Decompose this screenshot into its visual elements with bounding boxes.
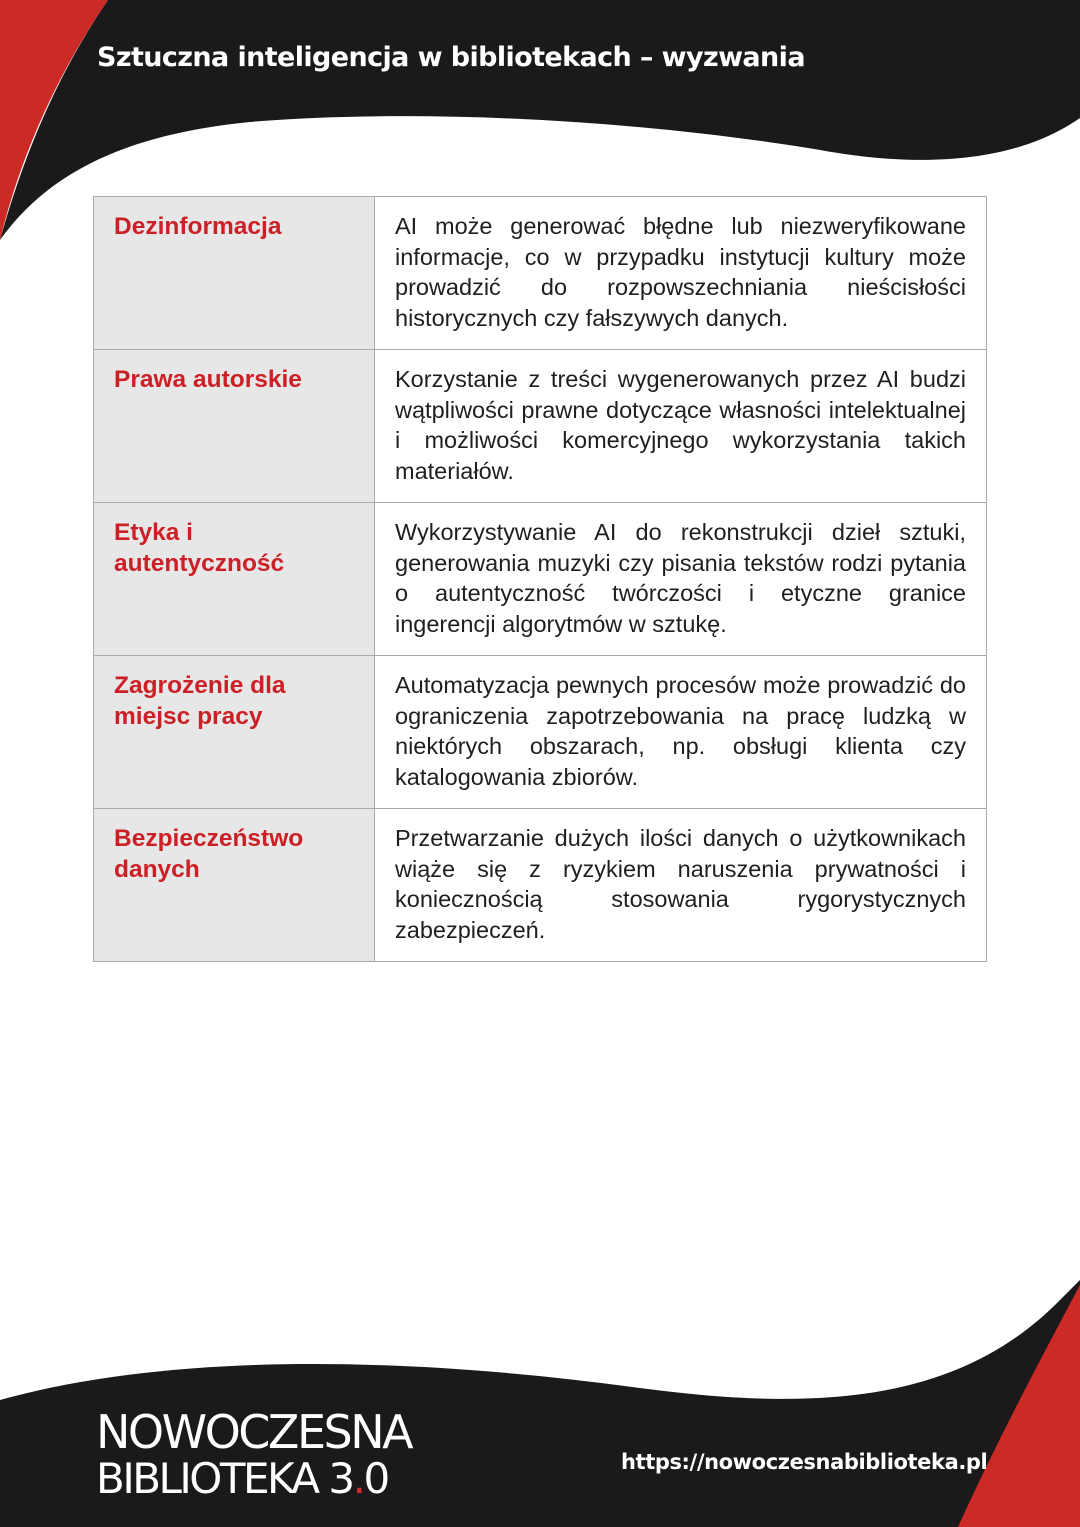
logo-line-2-main: BIBLIOTEKA 3 <box>96 1454 353 1503</box>
row-description: Wykorzystywanie AI do rekonstrukcji dzieł sztuki, generowania muzyki czy pisania tekstów rodzi pytania o autentyczność twórczości i etyczne granice ingerencji algorytmów w sztukę. <box>395 519 966 637</box>
logo-line-1: NOWOCZESNA <box>96 1405 412 1459</box>
row-description: Korzystanie z treści wygenerowanych przez AI budzi wątpliwości prawne dotyczące własności intelektualnej i możliwości komercyjnego wykorzystania takich materiałów. <box>395 366 966 484</box>
description-cell <box>375 503 987 656</box>
row-term: Zagrożenie dla miejsc pracy <box>114 672 286 730</box>
table-row <box>94 350 987 503</box>
table-row <box>94 656 987 809</box>
description-cell <box>375 197 987 350</box>
page-title: Sztuczna inteligencja w bibliotekach – wyzwania <box>97 42 805 73</box>
description-cell <box>375 350 987 503</box>
table-row <box>94 809 987 962</box>
table-row <box>94 503 987 656</box>
row-description: Automatyzacja pewnych procesów może prowadzić do ograniczenia zapotrzebowania na pracę ludzką w niektórych obszarach, np. obsługi klienta czy katalogowania zbiorów. <box>395 672 966 790</box>
description-cell <box>375 656 987 809</box>
term-cell <box>94 350 375 503</box>
row-term: Dezinformacja <box>114 213 282 240</box>
table-row <box>94 197 987 350</box>
row-term: Etyka i autentyczność <box>114 519 285 577</box>
term-cell <box>94 503 375 656</box>
description-cell <box>375 809 987 962</box>
logo-line-2 <box>96 1456 411 1502</box>
row-term: Bezpieczeństwo danych <box>114 825 304 883</box>
challenges-table <box>93 196 987 962</box>
logo-line-2-end: 0 <box>363 1454 388 1503</box>
row-description: Przetwarzanie dużych ilości danych o użytkownikach wiąże się z ryzykiem naruszenia prywatności i koniecznością stosowania rygorystycznych zabezpieczeń. <box>395 825 966 943</box>
logo-red-dot: . <box>352 1454 364 1503</box>
row-term: Prawa autorskie <box>114 366 302 393</box>
row-description: AI może generować błędne lub niezweryfikowane informacje, co w przypadku instytucji kultury może prowadzić do rozpowszechniania nieścisłości historycznych czy fałszywych danych. <box>395 213 966 331</box>
term-cell <box>94 197 375 350</box>
brand-logo <box>96 1405 412 1503</box>
term-cell <box>94 656 375 809</box>
term-cell <box>94 809 375 962</box>
website-link[interactable]: https://nowoczesnabiblioteka.pl <box>621 1450 988 1474</box>
